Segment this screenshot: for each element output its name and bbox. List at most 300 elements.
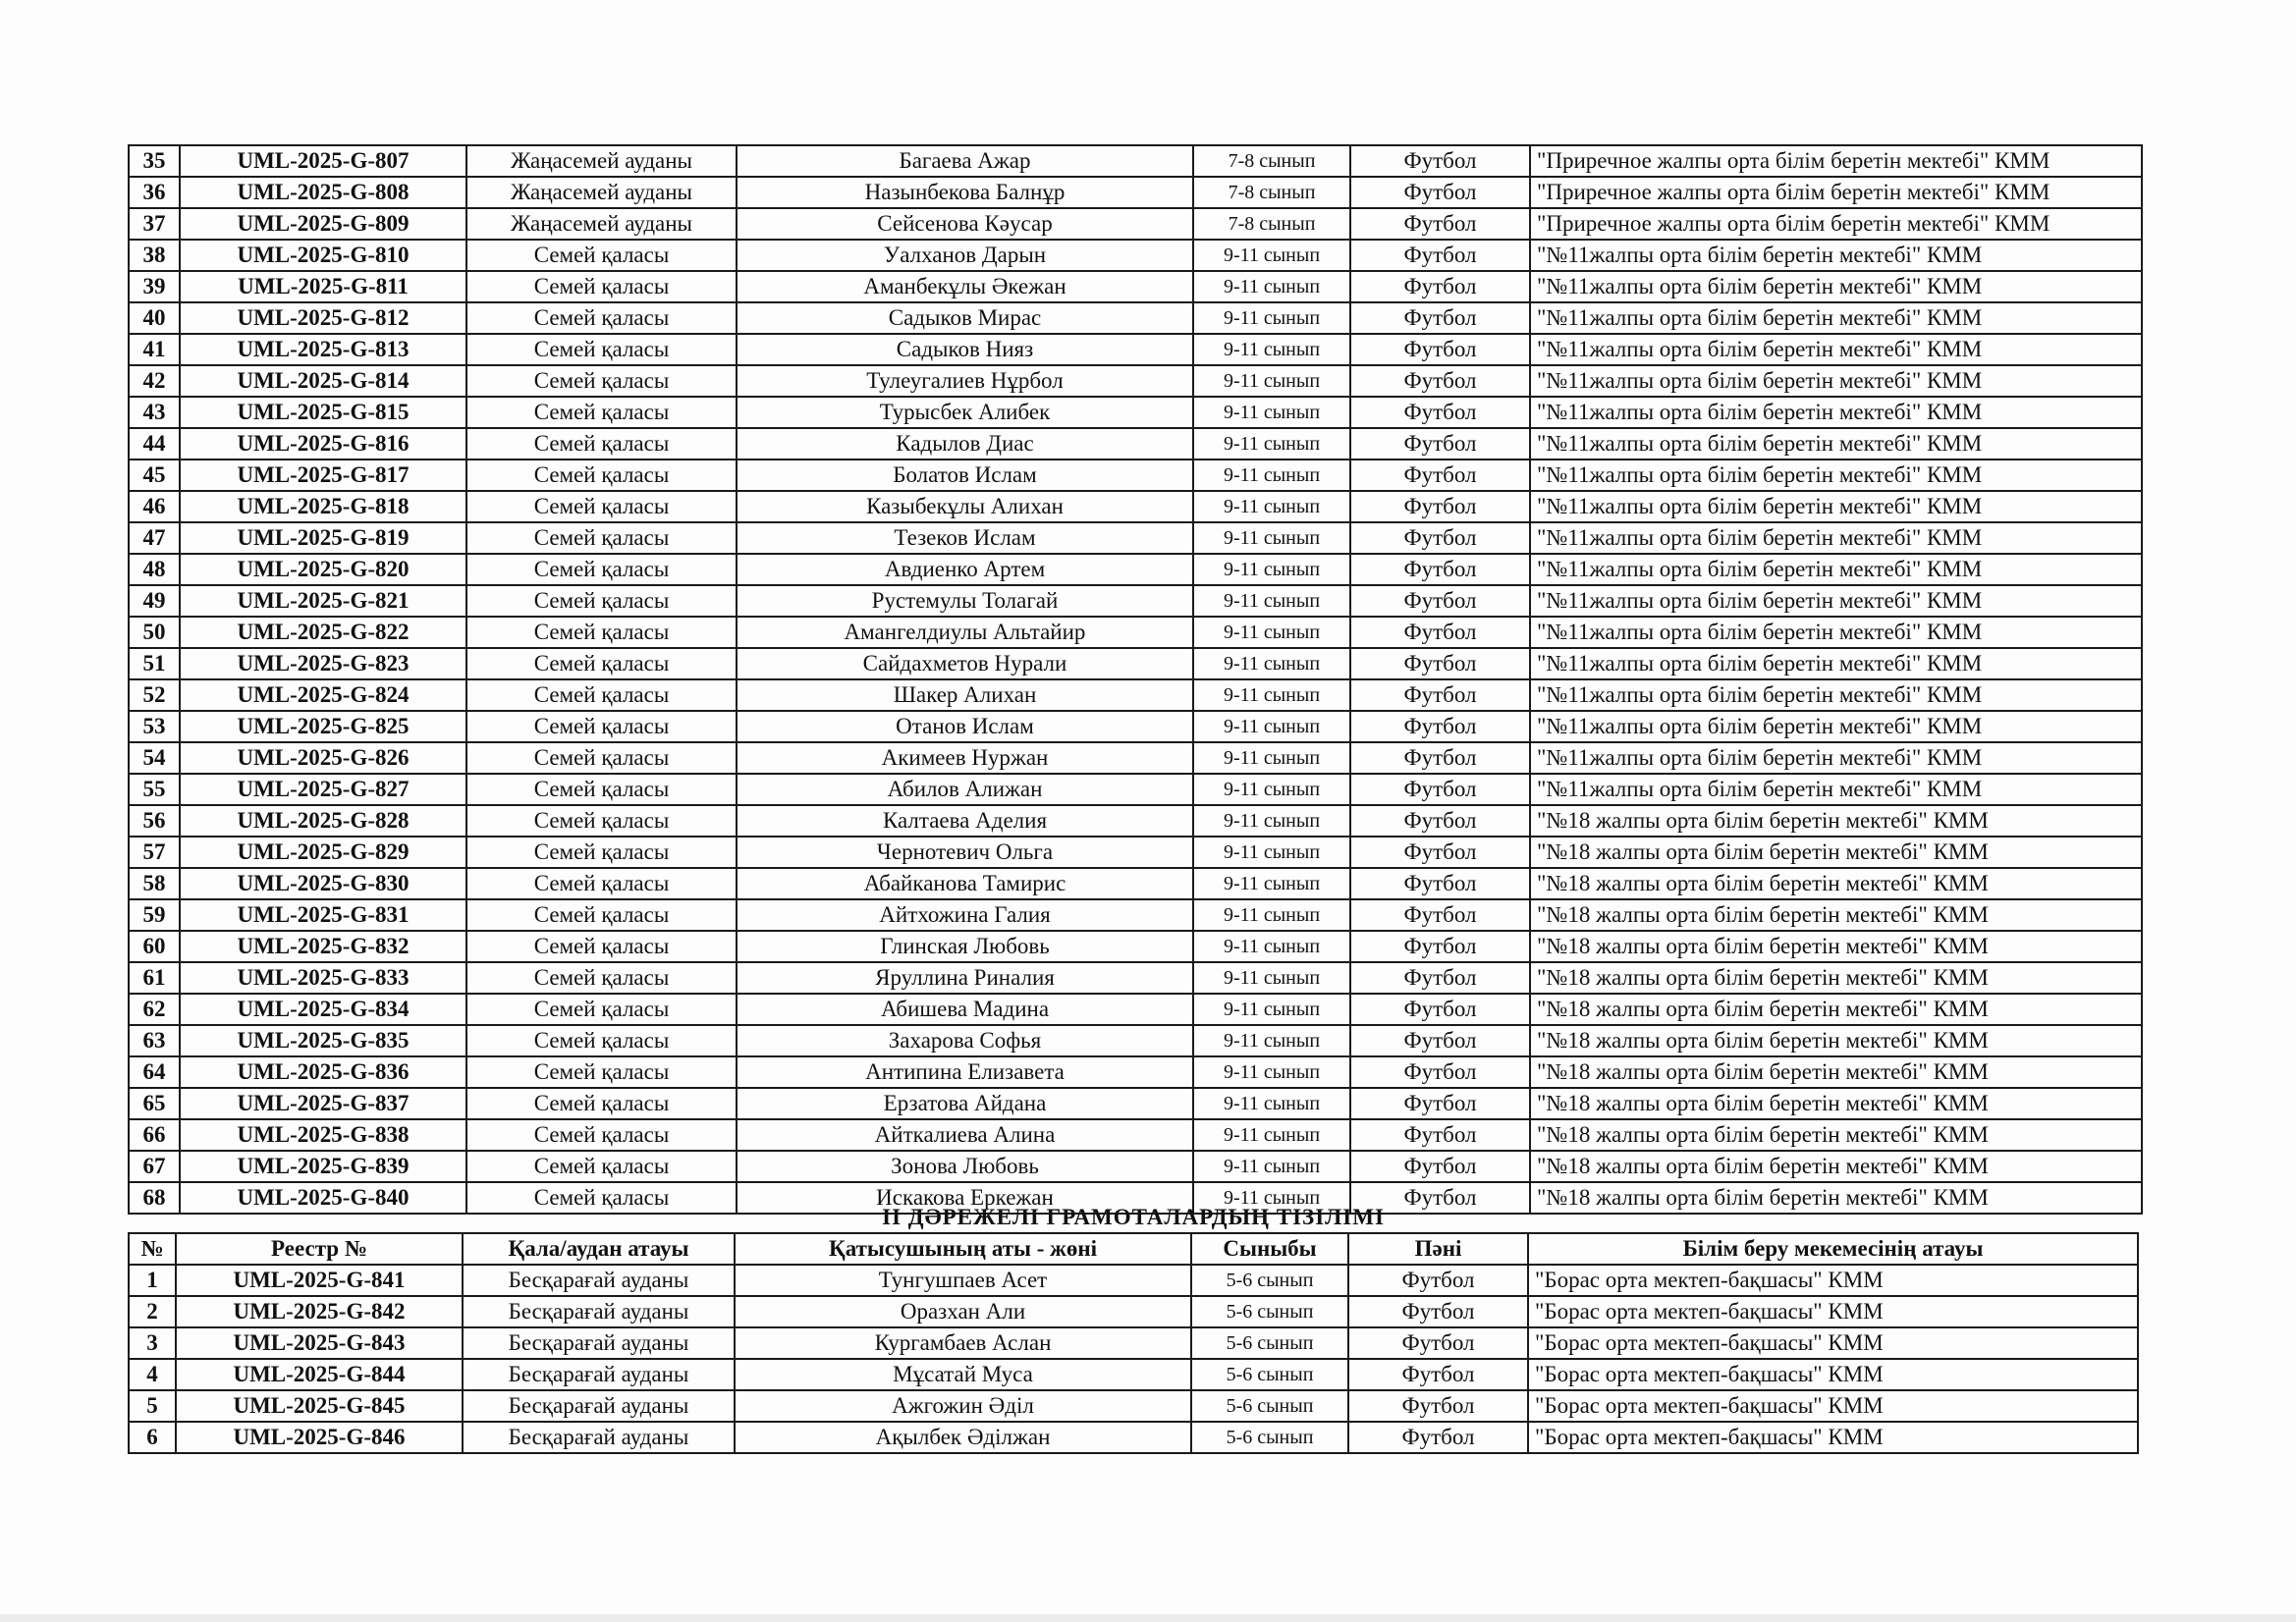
school-name: "№11жалпы орта білім беретін мектебі" КММ <box>1530 240 2142 271</box>
school-name: "№11жалпы орта білім беретін мектебі" КММ <box>1530 617 2142 648</box>
row-number: 48 <box>129 554 180 585</box>
district: Семей қаласы <box>466 302 737 334</box>
subject: Футбол <box>1350 522 1530 554</box>
district: Семей қаласы <box>466 1088 737 1119</box>
registry-number: UML-2025-G-840 <box>180 1182 466 1214</box>
subject: Футбол <box>1350 585 1530 617</box>
table-row <box>129 397 2142 428</box>
registry-number: UML-2025-G-819 <box>180 522 466 554</box>
subject: Футбол <box>1350 617 1530 648</box>
registry-number: UML-2025-G-837 <box>180 1088 466 1119</box>
participant-name: Захарова Софья <box>737 1025 1193 1056</box>
participant-name: Садыков Мирас <box>737 302 1193 334</box>
school-name: "Приречное жалпы орта білім беретін мектебі" КММ <box>1530 145 2142 177</box>
participant-name: Тунгушпаев Асет <box>735 1265 1191 1296</box>
subject: Футбол <box>1350 774 1530 805</box>
participant-name: Антипина Елизавета <box>737 1056 1193 1088</box>
school-name: "№11жалпы орта білім беретін мектебі" КММ <box>1530 302 2142 334</box>
row-number: 61 <box>129 962 180 994</box>
grade: 9-11 сынып <box>1193 805 1350 837</box>
participant-name: Оразхан Али <box>735 1296 1191 1327</box>
participant-name: Авдиенко Артем <box>737 554 1193 585</box>
table-row <box>129 302 2142 334</box>
school-name: "Борас орта мектеп-бақшасы" КММ <box>1528 1359 2138 1390</box>
registry-number: UML-2025-G-838 <box>180 1119 466 1151</box>
district: Семей қаласы <box>466 805 737 837</box>
school-name: "№18 жалпы орта білім беретін мектебі" КММ <box>1530 962 2142 994</box>
row-number: 50 <box>129 617 180 648</box>
registry-number: UML-2025-G-836 <box>180 1056 466 1088</box>
row-number: 68 <box>129 1182 180 1214</box>
subject: Футбол <box>1350 742 1530 774</box>
school-name: "Приречное жалпы орта білім беретін мектебі" КММ <box>1530 208 2142 240</box>
row-number: 1 <box>129 1265 176 1296</box>
header-grade: Сыныбы <box>1191 1233 1348 1265</box>
registry-number: UML-2025-G-823 <box>180 648 466 679</box>
subject: Футбол <box>1350 899 1530 931</box>
registry-number: UML-2025-G-828 <box>180 805 466 837</box>
subject: Футбол <box>1348 1390 1528 1422</box>
grade: 9-11 сынып <box>1193 365 1350 397</box>
grade: 9-11 сынып <box>1193 491 1350 522</box>
participant-name: Абилов Алижан <box>737 774 1193 805</box>
district: Семей қаласы <box>466 1119 737 1151</box>
registry-number: UML-2025-G-835 <box>180 1025 466 1056</box>
school-name: "№11жалпы орта білім беретін мектебі" КММ <box>1530 365 2142 397</box>
row-number: 4 <box>129 1359 176 1390</box>
grade: 9-11 сынып <box>1193 931 1350 962</box>
district: Семей қаласы <box>466 711 737 742</box>
district: Семей қаласы <box>466 899 737 931</box>
subject: Футбол <box>1348 1422 1528 1453</box>
grade: 9-11 сынып <box>1193 617 1350 648</box>
table-row <box>129 1422 2138 1453</box>
row-number: 52 <box>129 679 180 711</box>
table-header-row <box>129 1233 2138 1265</box>
awards-table-part1 <box>128 144 2143 1215</box>
table-row <box>129 1151 2142 1182</box>
school-name: "№18 жалпы орта білім беретін мектебі" КММ <box>1530 899 2142 931</box>
school-name: "№18 жалпы орта білім беретін мектебі" КММ <box>1530 1025 2142 1056</box>
district: Семей қаласы <box>466 1056 737 1088</box>
grade: 9-11 сынып <box>1193 679 1350 711</box>
district: Жаңасемей ауданы <box>466 208 737 240</box>
grade: 7-8 сынып <box>1193 208 1350 240</box>
registry-number: UML-2025-G-808 <box>180 177 466 208</box>
table-row <box>129 1390 2138 1422</box>
district: Семей қаласы <box>466 774 737 805</box>
school-name: "№18 жалпы орта білім беретін мектебі" КММ <box>1530 837 2142 868</box>
participant-name: Отанов Ислам <box>737 711 1193 742</box>
grade: 9-11 сынып <box>1193 334 1350 365</box>
registry-number: UML-2025-G-810 <box>180 240 466 271</box>
school-name: "№18 жалпы орта білім беретін мектебі" КММ <box>1530 868 2142 899</box>
grade: 5-6 сынып <box>1191 1390 1348 1422</box>
header-district: Қала/аудан атауы <box>463 1233 735 1265</box>
district: Семей қаласы <box>466 334 737 365</box>
school-name: "№11жалпы орта білім беретін мектебі" КММ <box>1530 585 2142 617</box>
district: Семей қаласы <box>466 1025 737 1056</box>
registry-number: UML-2025-G-824 <box>180 679 466 711</box>
subject: Футбол <box>1350 240 1530 271</box>
grade: 9-11 сынып <box>1193 302 1350 334</box>
district: Бесқарағай ауданы <box>463 1422 735 1453</box>
section2-title: II ДӘРЕЖЕЛІ ГРАМОТАЛАРДЫҢ ТІЗІЛІМІ <box>129 1203 2138 1233</box>
table-row <box>129 585 2142 617</box>
registry-number: UML-2025-G-846 <box>176 1422 463 1453</box>
school-name: "№11жалпы орта білім беретін мектебі" КММ <box>1530 742 2142 774</box>
participant-name: Ерзатова Айдана <box>737 1088 1193 1119</box>
grade: 9-11 сынып <box>1193 711 1350 742</box>
subject: Футбол <box>1350 962 1530 994</box>
row-number: 38 <box>129 240 180 271</box>
registry-number: UML-2025-G-807 <box>180 145 466 177</box>
table-row <box>129 711 2142 742</box>
district: Семей қаласы <box>466 585 737 617</box>
subject: Футбол <box>1348 1265 1528 1296</box>
district: Семей қаласы <box>466 522 737 554</box>
school-name: "Борас орта мектеп-бақшасы" КММ <box>1528 1296 2138 1327</box>
school-name: "№11жалпы орта білім беретін мектебі" КММ <box>1530 711 2142 742</box>
row-number: 2 <box>129 1296 176 1327</box>
registry-number: UML-2025-G-833 <box>180 962 466 994</box>
subject: Футбол <box>1350 397 1530 428</box>
participant-name: Шакер Алихан <box>737 679 1193 711</box>
district: Семей қаласы <box>466 460 737 491</box>
registry-number: UML-2025-G-822 <box>180 617 466 648</box>
row-number: 66 <box>129 1119 180 1151</box>
table-row <box>129 805 2142 837</box>
district: Бесқарағай ауданы <box>463 1296 735 1327</box>
school-name: "№18 жалпы орта білім беретін мектебі" КММ <box>1530 1088 2142 1119</box>
row-number: 58 <box>129 868 180 899</box>
grade: 9-11 сынып <box>1193 899 1350 931</box>
district: Семей қаласы <box>466 1182 737 1214</box>
registry-number: UML-2025-G-831 <box>180 899 466 931</box>
grade: 9-11 сынып <box>1193 554 1350 585</box>
row-number: 67 <box>129 1151 180 1182</box>
subject: Футбол <box>1350 868 1530 899</box>
registry-number: UML-2025-G-811 <box>180 271 466 302</box>
grade: 9-11 сынып <box>1193 460 1350 491</box>
subject: Футбол <box>1350 460 1530 491</box>
participant-name: Ақылбек Әділжан <box>735 1422 1191 1453</box>
school-name: "№11жалпы орта білім беретін мектебі" КММ <box>1530 334 2142 365</box>
district: Бесқарағай ауданы <box>463 1327 735 1359</box>
school-name: "№11жалпы орта білім беретін мектебі" КММ <box>1530 522 2142 554</box>
participant-name: Глинская Любовь <box>737 931 1193 962</box>
participant-name: Чернотевич Ольга <box>737 837 1193 868</box>
grade: 5-6 сынып <box>1191 1296 1348 1327</box>
participant-name: Рустемулы Толагай <box>737 585 1193 617</box>
table-row <box>129 145 2142 177</box>
table-row <box>129 240 2142 271</box>
registry-number: UML-2025-G-841 <box>176 1265 463 1296</box>
registry-number: UML-2025-G-826 <box>180 742 466 774</box>
school-name: "№11жалпы орта білім беретін мектебі" КММ <box>1530 554 2142 585</box>
participant-name: Турысбек Алибек <box>737 397 1193 428</box>
subject: Футбол <box>1350 271 1530 302</box>
district: Семей қаласы <box>466 931 737 962</box>
row-number: 47 <box>129 522 180 554</box>
participant-name: Сайдахметов Нурали <box>737 648 1193 679</box>
district: Семей қаласы <box>466 617 737 648</box>
participant-name: Яруллина Риналия <box>737 962 1193 994</box>
subject: Футбол <box>1348 1359 1528 1390</box>
participant-name: Тулеугалиев Нұрбол <box>737 365 1193 397</box>
subject: Футбол <box>1350 208 1530 240</box>
school-name: "Приречное жалпы орта білім беретін мектебі" КММ <box>1530 177 2142 208</box>
district: Семей қаласы <box>466 868 737 899</box>
row-number: 3 <box>129 1327 176 1359</box>
subject: Футбол <box>1350 648 1530 679</box>
row-number: 56 <box>129 805 180 837</box>
table-row <box>129 679 2142 711</box>
district: Семей қаласы <box>466 994 737 1025</box>
grade: 7-8 сынып <box>1193 177 1350 208</box>
registry-number: UML-2025-G-825 <box>180 711 466 742</box>
school-name: "№18 жалпы орта білім беретін мектебі" КММ <box>1530 931 2142 962</box>
subject: Футбол <box>1350 302 1530 334</box>
subject: Футбол <box>1350 931 1530 962</box>
row-number: 63 <box>129 1025 180 1056</box>
table-row <box>129 208 2142 240</box>
registry-number: UML-2025-G-820 <box>180 554 466 585</box>
table-row <box>129 1265 2138 1296</box>
participant-name: Зонова Любовь <box>737 1151 1193 1182</box>
table-row <box>129 1359 2138 1390</box>
scan-edge <box>0 1614 2296 1622</box>
school-name: "Борас орта мектеп-бақшасы" КММ <box>1528 1327 2138 1359</box>
table-row <box>129 271 2142 302</box>
participant-name: Айтхожина Галия <box>737 899 1193 931</box>
subject: Футбол <box>1350 428 1530 460</box>
participant-name: Акимеев Нуржан <box>737 742 1193 774</box>
row-number: 44 <box>129 428 180 460</box>
subject: Футбол <box>1350 711 1530 742</box>
school-name: "№11жалпы орта білім беретін мектебі" КММ <box>1530 679 2142 711</box>
district: Жаңасемей ауданы <box>466 177 737 208</box>
subject: Футбол <box>1350 145 1530 177</box>
registry-number: UML-2025-G-834 <box>180 994 466 1025</box>
table-row <box>129 177 2142 208</box>
school-name: "№18 жалпы орта білім беретін мектебі" КММ <box>1530 1119 2142 1151</box>
table-row <box>129 648 2142 679</box>
subject: Футбол <box>1348 1296 1528 1327</box>
grade: 9-11 сынып <box>1193 1056 1350 1088</box>
row-number: 51 <box>129 648 180 679</box>
subject: Футбол <box>1350 334 1530 365</box>
table-row <box>129 491 2142 522</box>
school-name: "№11жалпы орта білім беретін мектебі" КММ <box>1530 491 2142 522</box>
row-number: 46 <box>129 491 180 522</box>
header-participant: Қатысушының аты - жөні <box>735 1233 1191 1265</box>
grade: 9-11 сынып <box>1193 868 1350 899</box>
district: Семей қаласы <box>466 648 737 679</box>
grade: 9-11 сынып <box>1193 240 1350 271</box>
grade: 9-11 сынып <box>1193 1088 1350 1119</box>
row-number: 55 <box>129 774 180 805</box>
awards-table-part2-body <box>129 1203 2138 1453</box>
row-number: 40 <box>129 302 180 334</box>
header-school: Білім беру мекемесінің атауы <box>1528 1233 2138 1265</box>
participant-name: Кургамбаев Аслан <box>735 1327 1191 1359</box>
header-number: № <box>129 1233 176 1265</box>
school-name: "№18 жалпы орта білім беретін мектебі" КММ <box>1530 1056 2142 1088</box>
school-name: "№18 жалпы орта білім беретін мектебі" КММ <box>1530 805 2142 837</box>
participant-name: Тезеков Ислам <box>737 522 1193 554</box>
subject: Футбол <box>1350 1182 1530 1214</box>
participant-name: Айткалиева Алина <box>737 1119 1193 1151</box>
grade: 9-11 сынып <box>1193 648 1350 679</box>
subject: Футбол <box>1350 177 1530 208</box>
participant-name: Амангелдиулы Альтайир <box>737 617 1193 648</box>
grade: 9-11 сынып <box>1193 1151 1350 1182</box>
subject: Футбол <box>1350 554 1530 585</box>
section-title-row <box>129 1203 2138 1233</box>
registry-number: UML-2025-G-842 <box>176 1296 463 1327</box>
participant-name: Калтаева Аделия <box>737 805 1193 837</box>
participant-name: Сейсенова Кәусар <box>737 208 1193 240</box>
grade: 9-11 сынып <box>1193 742 1350 774</box>
row-number: 53 <box>129 711 180 742</box>
school-name: "№18 жалпы орта білім беретін мектебі" КММ <box>1530 1151 2142 1182</box>
participant-name: Искакова Еркежан <box>737 1182 1193 1214</box>
table-row <box>129 774 2142 805</box>
row-number: 39 <box>129 271 180 302</box>
table-row <box>129 365 2142 397</box>
district: Семей қаласы <box>466 1151 737 1182</box>
registry-number: UML-2025-G-816 <box>180 428 466 460</box>
grade: 9-11 сынып <box>1193 585 1350 617</box>
row-number: 43 <box>129 397 180 428</box>
district: Семей қаласы <box>466 679 737 711</box>
district: Семей қаласы <box>466 742 737 774</box>
school-name: "Борас орта мектеп-бақшасы" КММ <box>1528 1390 2138 1422</box>
grade: 9-11 сынып <box>1193 837 1350 868</box>
participant-name: Багаева Ажар <box>737 145 1193 177</box>
table-row <box>129 554 2142 585</box>
row-number: 37 <box>129 208 180 240</box>
row-number: 35 <box>129 145 180 177</box>
grade: 9-11 сынып <box>1193 962 1350 994</box>
grade: 9-11 сынып <box>1193 1119 1350 1151</box>
school-name: "№11жалпы орта білім беретін мектебі" КММ <box>1530 271 2142 302</box>
district: Бесқарағай ауданы <box>463 1359 735 1390</box>
participant-name: Мұсатай Муса <box>735 1359 1191 1390</box>
district: Бесқарағай ауданы <box>463 1390 735 1422</box>
table-row <box>129 868 2142 899</box>
subject: Футбол <box>1350 837 1530 868</box>
registry-number: UML-2025-G-829 <box>180 837 466 868</box>
row-number: 54 <box>129 742 180 774</box>
registry-number: UML-2025-G-844 <box>176 1359 463 1390</box>
district: Жаңасемей ауданы <box>466 145 737 177</box>
registry-number: UML-2025-G-839 <box>180 1151 466 1182</box>
school-name: "№11жалпы орта білім беретін мектебі" КММ <box>1530 397 2142 428</box>
registry-number: UML-2025-G-821 <box>180 585 466 617</box>
registry-number: UML-2025-G-845 <box>176 1390 463 1422</box>
table-row <box>129 899 2142 931</box>
district: Семей қаласы <box>466 397 737 428</box>
district: Семей қаласы <box>466 554 737 585</box>
registry-number: UML-2025-G-817 <box>180 460 466 491</box>
school-name: "Борас орта мектеп-бақшасы" КММ <box>1528 1265 2138 1296</box>
district: Бесқарағай ауданы <box>463 1265 735 1296</box>
participant-name: Уалханов Дарын <box>737 240 1193 271</box>
district: Семей қаласы <box>466 365 737 397</box>
participant-name: Абайканова Тамирис <box>737 868 1193 899</box>
table-row <box>129 962 2142 994</box>
participant-name: Казыбекұлы Алихан <box>737 491 1193 522</box>
grade: 5-6 сынып <box>1191 1265 1348 1296</box>
school-name: "№18 жалпы орта білім беретін мектебі" КММ <box>1530 1182 2142 1214</box>
registry-number: UML-2025-G-827 <box>180 774 466 805</box>
participant-name: Ажгожин Әділ <box>735 1390 1191 1422</box>
registry-number: UML-2025-G-814 <box>180 365 466 397</box>
district: Семей қаласы <box>466 271 737 302</box>
subject: Футбол <box>1350 1088 1530 1119</box>
district: Семей қаласы <box>466 962 737 994</box>
grade: 7-8 сынып <box>1193 145 1350 177</box>
subject: Футбол <box>1350 365 1530 397</box>
subject: Футбол <box>1350 679 1530 711</box>
participant-name: Кадылов Диас <box>737 428 1193 460</box>
awards-table-part1-body <box>129 145 2142 1214</box>
header-registry: Реестр № <box>176 1233 463 1265</box>
grade: 9-11 сынып <box>1193 774 1350 805</box>
subject: Футбол <box>1350 1119 1530 1151</box>
subject: Футбол <box>1350 491 1530 522</box>
grade: 9-11 сынып <box>1193 397 1350 428</box>
row-number: 49 <box>129 585 180 617</box>
school-name: "№11жалпы орта білім беретін мектебі" КММ <box>1530 460 2142 491</box>
row-number: 57 <box>129 837 180 868</box>
grade: 5-6 сынып <box>1191 1359 1348 1390</box>
header-subject: Пәні <box>1348 1233 1528 1265</box>
school-name: "№11жалпы орта білім беретін мектебі" КММ <box>1530 428 2142 460</box>
grade: 9-11 сынып <box>1193 994 1350 1025</box>
row-number: 45 <box>129 460 180 491</box>
table-row <box>129 617 2142 648</box>
registry-number: UML-2025-G-818 <box>180 491 466 522</box>
registry-number: UML-2025-G-843 <box>176 1327 463 1359</box>
district: Семей қаласы <box>466 491 737 522</box>
row-number: 41 <box>129 334 180 365</box>
grade: 9-11 сынып <box>1193 1182 1350 1214</box>
participant-name: Назынбекова Балнұр <box>737 177 1193 208</box>
awards-table-part2 <box>128 1203 2139 1454</box>
participant-name: Болатов Ислам <box>737 460 1193 491</box>
grade: 9-11 сынып <box>1193 522 1350 554</box>
table-row <box>129 931 2142 962</box>
participant-name: Аманбекұлы Әкежан <box>737 271 1193 302</box>
table-row <box>129 994 2142 1025</box>
table-row <box>129 742 2142 774</box>
school-name: "Борас орта мектеп-бақшасы" КММ <box>1528 1422 2138 1453</box>
row-number: 5 <box>129 1390 176 1422</box>
school-name: "№11жалпы орта білім беретін мектебі" КММ <box>1530 774 2142 805</box>
row-number: 60 <box>129 931 180 962</box>
table-row <box>129 1327 2138 1359</box>
grade: 5-6 сынып <box>1191 1422 1348 1453</box>
grade: 9-11 сынып <box>1193 271 1350 302</box>
table-row <box>129 428 2142 460</box>
table-row <box>129 1088 2142 1119</box>
subject: Футбол <box>1350 1151 1530 1182</box>
table-row <box>129 1119 2142 1151</box>
table-row <box>129 1056 2142 1088</box>
